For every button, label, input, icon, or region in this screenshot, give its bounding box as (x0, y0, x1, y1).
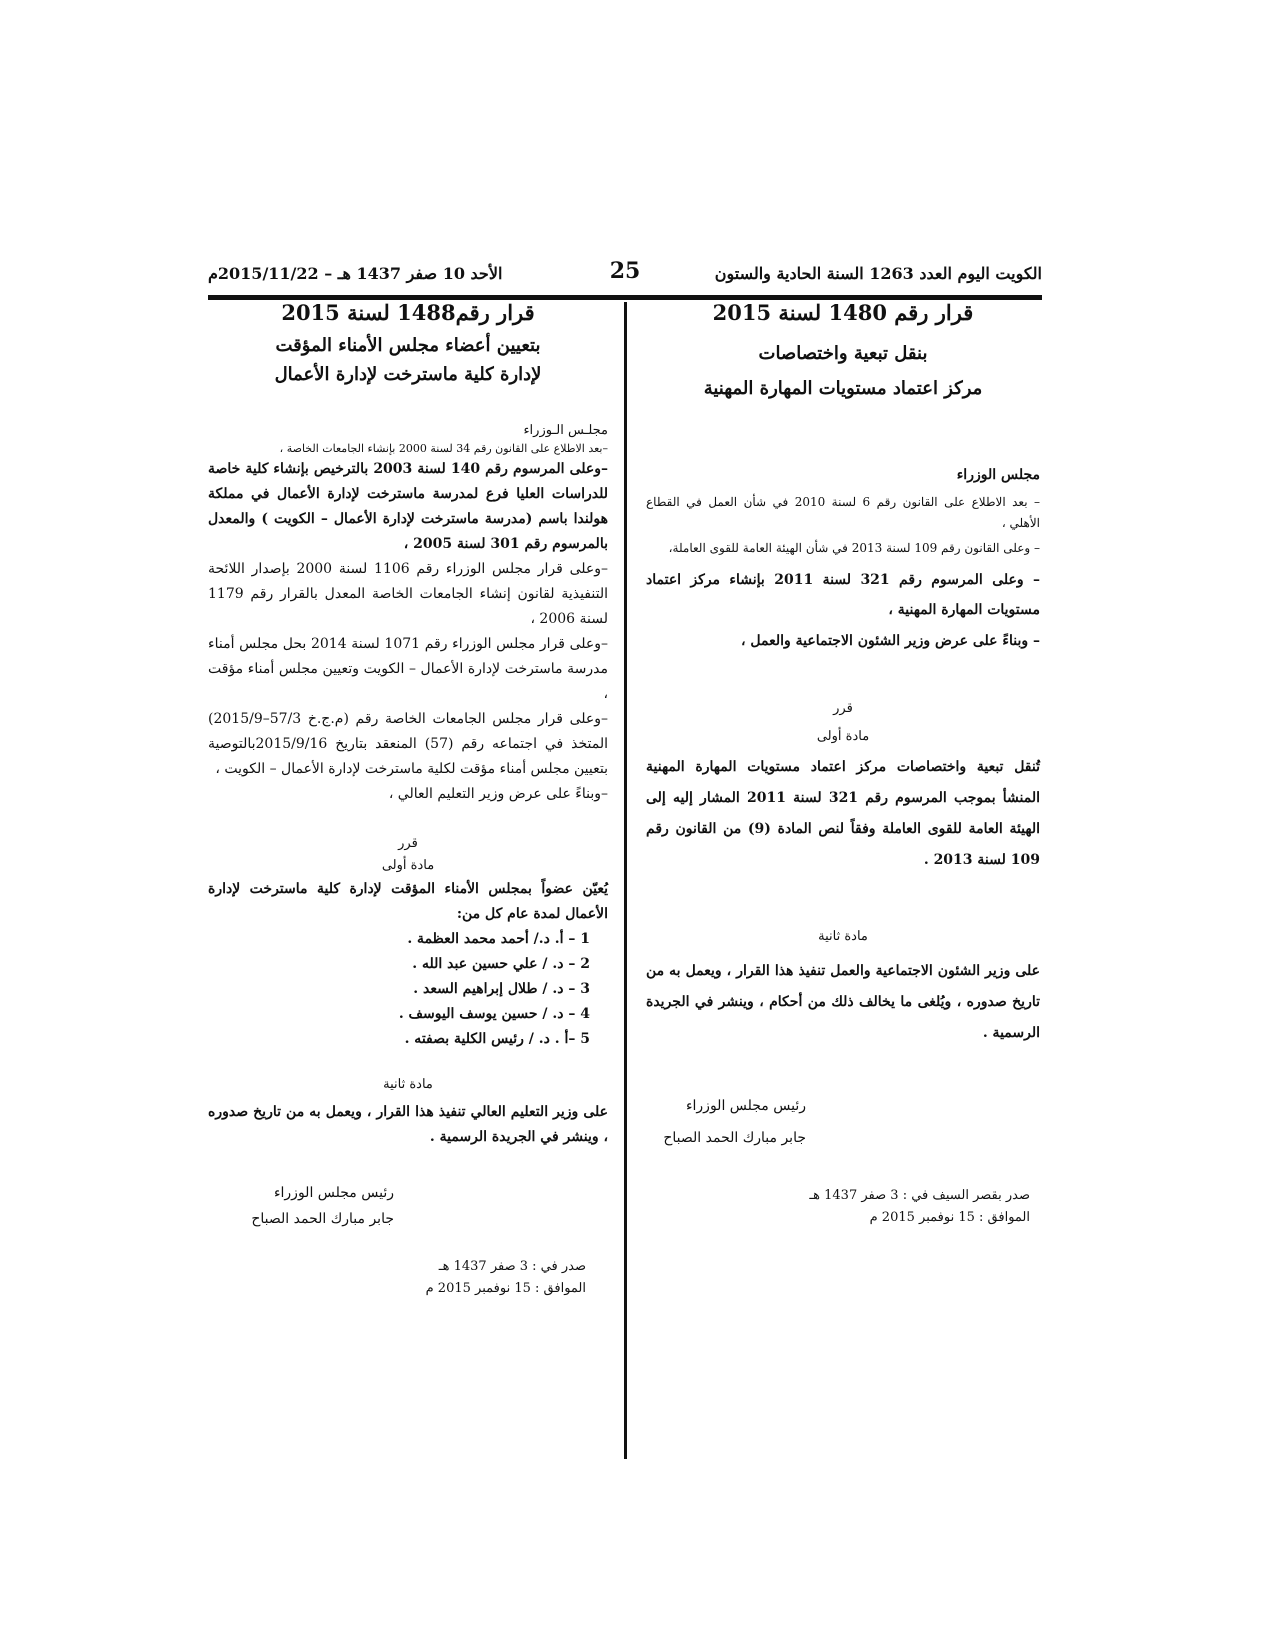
issuing-authority: مجلـس الـوزراء (523, 423, 608, 438)
page-header (208, 258, 1042, 288)
article-heading: مادة أولى (381, 858, 435, 873)
article-heading: مادة ثانية (818, 929, 868, 944)
issue-date: الأحد 10 صفر 1437 هـ – 2015/11/22م (208, 264, 503, 283)
preamble-clause: – وبناءً على عرض وزير الشئون الاجتماعية والعمل ، (741, 633, 1040, 649)
decision-1480 (646, 300, 1040, 1229)
signature-block (646, 1093, 806, 1151)
preamble-clause: –وعلى قرار مجلس الوزراء رقم 1071 لسنة 2014 بحل مجلس أمناء مدرسة ماسترخت لإدارة الأعمال – الكويت وتعيين مجلس أمناء مؤقت ، (208, 636, 608, 702)
decision-subtitle: لإدارة كلية ماسترخت لإدارة الأعمال (274, 364, 542, 385)
decided-label: قرر (833, 701, 853, 716)
signature-block (208, 1180, 394, 1232)
issued-gregorian: الموافق : 15 نوفمبر 2015 م (425, 1281, 586, 1296)
preamble-clause: – وعلى القانون رقم 109 لسنة 2013 في شأن الهيئة العامة للقوى العاملة، (668, 541, 1040, 555)
members-list (208, 927, 608, 1052)
preamble-clause: – بعد الاطلاع على القانون رقم 6 لسنة 2010 في شأن العمل في القطاع الأهلي ، (646, 495, 1040, 530)
article-text: على وزير الشئون الاجتماعية والعمل تنفيذ هذا القرار ، ويعمل به من تاريخ صدوره ، ويُلغى ما يخالف ذلك من أحكام ، وينشر في الجريدة الرسمية . (646, 963, 1040, 1041)
article-heading: مادة ثانية (383, 1077, 433, 1092)
list-item: 2 – د. / علي حسين عبد الله . (412, 956, 590, 972)
signature-name: جابر مبارك الحمد الصباح (663, 1130, 806, 1146)
column-divider (624, 302, 627, 1459)
page-number: 25 (609, 258, 641, 284)
list-item: 4 – د. / حسين يوسف اليوسف . (398, 1006, 590, 1022)
list-item: 5 –أ . د. / رئيس الكلية بصفته . (404, 1031, 590, 1047)
preamble-clause: –وعلى قرار مجلس الوزراء رقم 1106 لسنة 2000 بإصدار اللائحة التنفيذية لقانون إنشاء الجامعات الخاصة المعدل بالقرار رقم 1179 لسنة 2006 ، (208, 561, 608, 627)
preamble-clause: – وعلى المرسوم رقم 321 لسنة 2011 بإنشاء مركز اعتماد مستويات المهارة المهنية ، (646, 572, 1040, 618)
gazette-issue-info: الكويت اليوم العدد 1263 السنة الحادية والستون (714, 264, 1042, 283)
article-text: يُعيّن عضواً بمجلس الأمناء المؤقت لإدارة كلية ماسترخت لإدارة الأعمال لمدة عام كل من: (208, 881, 608, 922)
preamble-clause: –وبناءً على عرض وزير التعليم العالي ، (388, 786, 608, 802)
decision-1488 (208, 300, 608, 1300)
signature-title: رئيس مجلس الوزراء (685, 1098, 806, 1114)
decision-title: قرار رقم1488 لسنة 2015 (281, 300, 535, 325)
decision-subtitle: بنقل تبعية واختصاصات (758, 343, 928, 364)
issued-hijri: صدر في : 3 صفر 1437 هـ (438, 1259, 586, 1274)
list-item: 1 – أ. د./ أحمد محمد العظمة . (407, 931, 590, 947)
decision-subtitle: مركز اعتماد مستويات المهارة المهنية (703, 378, 983, 399)
preamble-clause: –وعلى قرار مجلس الجامعات الخاصة رقم (م.ج.خ 57/3–2015/9) المتخذ في اجتماعه رقم (57) المنعقد بتاريخ 2015/9/16بالتوصية بتعيين مجلس أمناء مؤقت لكلية ماسترخت لإدارة الأعمال – الكويت ، (208, 711, 608, 777)
signature-name: جابر مبارك الحمد الصباح (251, 1211, 394, 1227)
signature-title: رئيس مجلس الوزراء (273, 1185, 394, 1201)
issued-gregorian: الموافق : 15 نوفمبر 2015 م (869, 1210, 1030, 1225)
issuing-authority: مجلس الوزراء (956, 467, 1040, 483)
decided-label: قرر (398, 836, 418, 851)
list-item: 3 – د. / طلال إبراهيم السعد . (413, 981, 590, 997)
decision-title: قرار رقم 1480 لسنة 2015 (712, 300, 974, 325)
issue-date-block (646, 1185, 1030, 1229)
article-text: تُنقل تبعية واختصاصات مركز اعتماد مستويات المهارة المهنية المنشأ بموجب المرسوم رقم 321 لسنة 2011 المشار إليه إلى الهيئة العامة للقوى العاملة وفقاً لنص المادة (9) من القانون رقم 109 لسنة 2013 . (646, 759, 1041, 868)
preamble-clause: –وعلى المرسوم رقم 140 لسنة 2003 بالترخيص بإنشاء كلية خاصة للدراسات العليا فرع لمدرسة ماسترخت لإدارة الأعمال في مملكة هولندا باسم (مدرسة ماسترخت لإدارة الأعمال – الكويت ) والمعدل بالمرسوم رقم 301 لسنة 2005 ، (208, 461, 609, 552)
article-heading: مادة أولى (816, 729, 870, 744)
article-text: على وزير التعليم العالي تنفيذ هذا القرار ، ويعمل به من تاريخ صدوره ، وينشر في الجريدة الرسمية . (208, 1104, 608, 1145)
issued-hijri: صدر بقصر السيف في : 3 صفر 1437 هـ (809, 1188, 1030, 1203)
preamble-clause: –بعد الاطلاع على القانون رقم 34 لسنة 2000 بإنشاء الجامعات الخاصة ، (279, 442, 608, 455)
issue-date-block (208, 1256, 586, 1300)
decision-subtitle: بتعيين أعضاء مجلس الأمناء المؤقت (275, 335, 541, 356)
